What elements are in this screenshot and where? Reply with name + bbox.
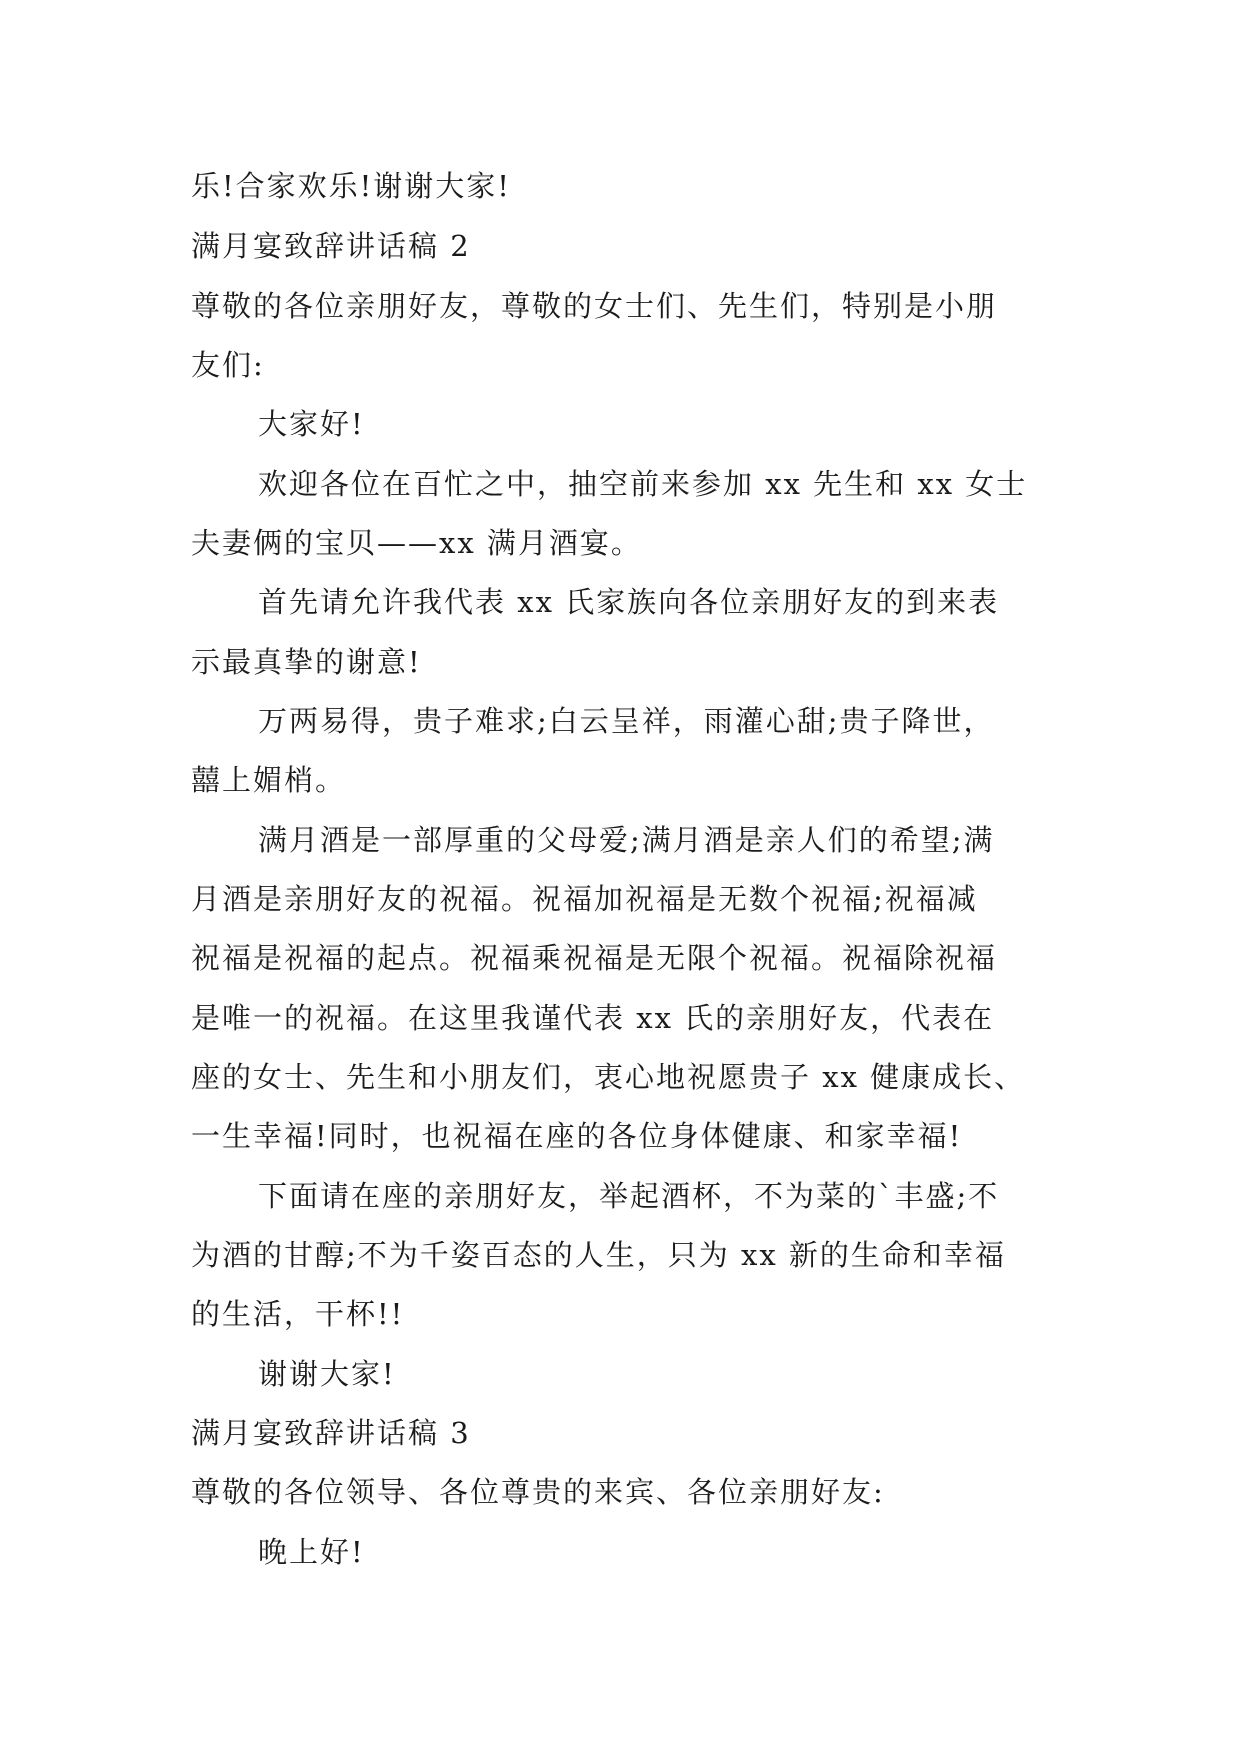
paragraph-blessing-line-1: 万两易得，贵子难求;白云呈祥，雨灌心甜;贵子降世，	[258, 704, 995, 738]
paragraph-feast-line-4: 是唯一的祝福。在这里我谨代表 xx 氏的亲朋好友，代表在	[191, 1001, 995, 1035]
paragraph-welcome-line-2: 夫妻俩的宝贝——xx 满月酒宴。	[191, 526, 642, 560]
paragraph-toast-line-2: 为酒的甘醇;不为千姿百态的人生，只为 xx 新的生命和幸福	[191, 1238, 1006, 1272]
text-line-closing: 乐!合家欢乐!谢谢大家!	[191, 169, 511, 203]
paragraph-welcome-line-1: 欢迎各位在百忙之中，抽空前来参加 xx 先生和 xx 女士	[258, 467, 1028, 501]
paragraph-feast-line-2: 月酒是亲朋好友的祝福。祝福加祝福是无数个祝福;祝福减	[191, 882, 978, 916]
paragraph-toast-line-3: 的生活，干杯!!	[191, 1297, 405, 1331]
paragraph-blessing-line-2: 囍上媚梢。	[191, 763, 347, 797]
salutation-line-1: 尊敬的各位亲朋好友，尊敬的女士们、先生们，特别是小朋	[191, 289, 998, 323]
paragraph-toast-line-1: 下面请在座的亲朋好友，举起酒杯，不为菜的`丰盛;不	[258, 1179, 1000, 1213]
salutation-speech-3: 尊敬的各位领导、各位尊贵的来宾、各位亲朋好友:	[191, 1475, 885, 1509]
greeting-line: 大家好!	[258, 407, 365, 441]
paragraph-feast-line-1: 满月酒是一部厚重的父母爱;满月酒是亲人们的希望;满	[258, 823, 995, 857]
salutation-line-2: 友们:	[191, 348, 265, 382]
paragraph-feast-line-5: 座的女士、先生和小朋友们，衷心地祝愿贵子 xx 健康成长、	[191, 1060, 1026, 1094]
heading-speech-3: 满月宴致辞讲话稿 3	[191, 1416, 471, 1450]
paragraph-feast-line-3: 祝福是祝福的起点。祝福乘祝福是无限个祝福。祝福除祝福	[191, 941, 998, 975]
heading-speech-2: 满月宴致辞讲话稿 2	[191, 229, 471, 263]
paragraph-feast-line-6: 一生幸福!同时，也祝福在座的各位身体健康、和家幸福!	[191, 1119, 963, 1153]
thanks-line: 谢谢大家!	[258, 1357, 396, 1391]
paragraph-thanks-line-2: 示最真挚的谢意!	[191, 645, 422, 679]
paragraph-thanks-line-1: 首先请允许我代表 xx 氏家族向各位亲朋好友的到来表	[258, 585, 1000, 619]
evening-greeting-line: 晚上好!	[258, 1535, 365, 1569]
